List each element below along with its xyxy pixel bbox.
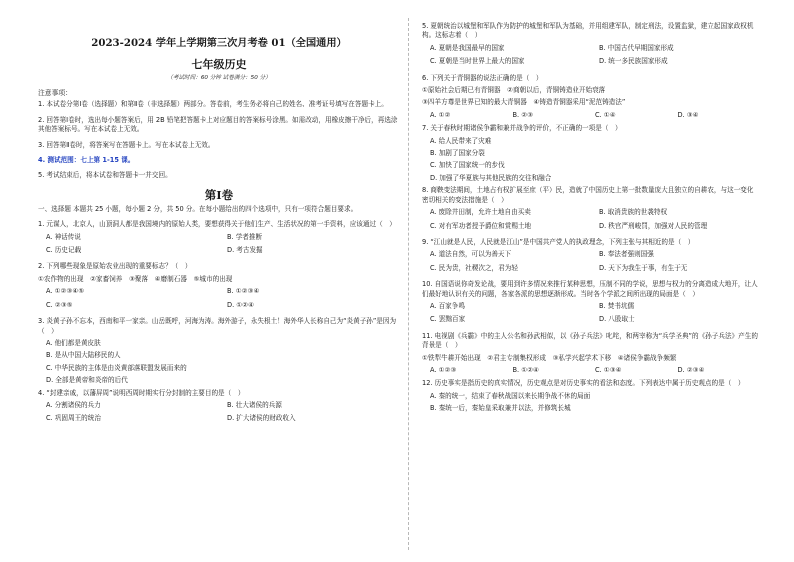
question: [422, 280, 760, 329]
answer-option: A. 他们都是黄皮肤: [46, 338, 101, 347]
question: [38, 262, 400, 314]
notice-item: 2. 回答第Ⅰ卷时，选出每小题答案后，用 2B 铅笔把答题卡上对应题目的答案标号涂黑。如需改动，用橡皮擦干净后，再选涂其他答案标号。写在本试卷上无效。: [38, 115, 398, 134]
question: [38, 389, 400, 428]
question: [422, 74, 760, 121]
question-text: 8. 商鞅变法期间，土地占有权扩展至庶（平）民，造就了中国历史上第一批数量庞大且独立的自耕农，与这一变化密切相关的变法措施是（ ）: [422, 186, 754, 204]
notice-item: 3. 回答第Ⅱ卷时，将答案写在答题卡上。写在本试卷上无效。: [38, 140, 215, 149]
answer-option: B. ②③: [512, 110, 534, 119]
question-text: 5. 夏朝统治以城堡和军队作为防护的城堡和军队为基础，并用组建军队，制定刑法，设置监狱，建立起国家政权机构。这标志着（ ）: [422, 22, 754, 40]
answer-option: D. 秩官严刑峻罚，加强对人民的管理: [599, 221, 708, 230]
answer-option: D. ①②④: [227, 300, 255, 309]
answer-option: A. ①②③: [430, 365, 457, 374]
column-divider: [408, 18, 409, 550]
volume-title: 第Ⅰ卷: [204, 187, 234, 202]
option-list: [38, 287, 400, 314]
exam-title: 2023-2024 学年上学期第三次月考卷 01（全国通用）: [91, 37, 347, 49]
answer-option: D. ②③④: [677, 365, 705, 374]
option-list: [422, 250, 760, 277]
answer-option: B. 奉法者强则国强: [599, 250, 654, 259]
option-list: [422, 111, 760, 120]
answer-option: C. 民为贵，社稷次之，君为轻: [430, 263, 518, 272]
question: [38, 220, 400, 259]
question-text: 10. 自国语说你奇发论战，要用到许多情况来推行某种思想，压制不同的学说，思想与权力的分离造成大地开，让人们最好地认识有关的问题，各家各派的思想逐渐形成。当时各个学派之间所出现的局面是（ ）: [422, 280, 758, 298]
answer-option: B. 壮大诸侯的兵源: [227, 400, 282, 409]
answer-option: B. ①②④: [512, 365, 539, 374]
answer-option: D. 加强了华夏族与其他民族的交往和融合: [430, 173, 552, 182]
answer-option: C. ②③⑤: [46, 300, 73, 309]
answer-option: D. 天下为我生于事，有生于无: [599, 263, 688, 272]
statement-list: [38, 275, 400, 284]
question: [422, 332, 760, 376]
answer-option: C. ①③④: [595, 365, 622, 374]
answer-option: B. 是从中国大陆移民的人: [46, 351, 121, 360]
answer-option: D. 八股取士: [599, 315, 635, 324]
statement-line: ③四羊方尊是世界已知的最大青铜器 ④铸造青铜器采用“泥范铸造法”: [422, 98, 626, 107]
question-text: 2. 下列哪些现象是原始农业出现的重要标志？（ ）: [38, 262, 192, 271]
answer-option: B. 学者推断: [227, 232, 263, 241]
right-question-list: [422, 22, 760, 414]
answer-option: D. 扩大诸侯的财政收入: [227, 414, 296, 423]
question-text: 3. 炎黄子孙不忘本，西南和平一家亲。山岳既呼，河海为涛。海外游子，永失根土！海外华人长称自己为“炎黄子孙”是因为（ ）: [38, 317, 397, 335]
answer-option: B. 秦统一后，秦始皇采取兼并以法，并修筑长城: [430, 404, 571, 413]
question-text: 6. 下列关于青铜器的说法正确的是（ ）: [422, 73, 543, 82]
answer-option: C. 罢黜百家: [430, 315, 466, 324]
answer-option: C. 加快了国家统一的步伐: [430, 161, 505, 170]
answer-option: D. ③④: [677, 110, 699, 119]
option-list: [38, 233, 400, 260]
question-text: 1. 元谋人，北京人，山顶洞人都是我国境内的原始人类，要想获得关于他们生产、生活状况的第一手资料，应该通过（ ）: [38, 220, 396, 229]
statement-line: ①农作物的出现 ②家畜饲养 ③聚落 ④磨制石器 ⑤城市的出现: [38, 274, 233, 283]
subject-title: 七年级历史: [191, 58, 247, 71]
answer-option: A. 废除井田制，允许土地自由买卖: [430, 208, 531, 217]
answer-option: A. 神话传说: [46, 232, 81, 241]
answer-option: A. 百家争鸣: [430, 301, 465, 310]
option-list: [422, 44, 760, 71]
question: [422, 186, 760, 235]
answer-option: A. 秦的统一，结束了春秋战国以来长期争战不休的局面: [430, 391, 591, 400]
question-text: 7. 关于春秋时期诸侯争霸和兼并战争的评价，不正确的一项是（ ）: [422, 124, 622, 133]
answer-option: C. 巩固周王的统治: [46, 414, 101, 423]
statement-list: [422, 86, 760, 108]
answer-option: B. 焚书坑儒: [599, 301, 635, 310]
answer-option: D. 考古发掘: [227, 246, 263, 255]
question-text: 4. “封建亲戚，以藩屏周”说明西周时期实行分封制的主要目的是（ ）: [38, 388, 245, 397]
statement-list: [422, 354, 760, 363]
option-list: [422, 392, 760, 414]
answer-option: C. 夏朝是当时世界上最大的国家: [430, 57, 525, 66]
answer-option: D. 统一多民族国家形成: [599, 57, 668, 66]
question: [38, 317, 400, 385]
answer-option: B. 中国古代早期国家形成: [599, 43, 674, 52]
notice-item: 5. 考试结束后，将本试卷和答题卡一并交回。: [38, 171, 172, 180]
option-list: [38, 401, 400, 428]
notice-item: 1. 本试卷分第Ⅰ卷（选择题）和第Ⅱ卷（非选择题）两部分。答卷前，考生务必将自己的姓名、准考证号填写在答题卡上。: [38, 100, 388, 109]
answer-option: C. ①④: [595, 110, 616, 119]
left-column: [38, 22, 400, 431]
statement-line: ①原始社会后期已有青铜器 ②商朝以后，青铜铸造业开始衰落: [422, 86, 606, 95]
answer-option: D. 全部是黄帝和炎帝的后代: [46, 376, 128, 385]
left-question-list: [38, 220, 400, 428]
answer-option: A. ①②: [430, 110, 451, 119]
answer-option: C. 对有军功者授予爵位和赏赐土地: [430, 221, 532, 230]
option-list: [422, 137, 760, 184]
statement-line: ①铁犁牛耕开始出现 ②君主专制集权形成 ③私学兴起学术下移 ④诸侯争霸战争频繁: [422, 353, 677, 362]
answer-option: A. 夏朝是我国最早的国家: [430, 43, 505, 52]
exam-meta: （考试时间：60 分钟 试卷满分：50 分）: [167, 75, 271, 81]
option-list: [422, 366, 760, 375]
right-column: [422, 22, 760, 417]
answer-option: C. 中华民族的主体是由炎黄部落联盟发展而来的: [46, 363, 187, 372]
option-list: [422, 208, 760, 235]
answer-option: A. 道法自然，可以为善天下: [430, 250, 512, 259]
question-text: 12. 历史事实是指历史的真实情况，历史观点是对历史事实的看法和态度。下列表达中属于历史观点的是（ ）: [422, 379, 745, 388]
answer-option: B. 加剧了国家分裂: [430, 149, 485, 158]
answer-option: B. 取消贵族的世袭特权: [599, 208, 668, 217]
notice-heading: 注意事项：: [38, 89, 72, 97]
answer-option: A. 给人民带来了灾难: [430, 136, 492, 145]
question-text: 11. 电视剧《兵霸》中的主人公名和孙武相似，以《孙子兵法》叱咤，和两宰称为“兵学圣典”的《孙子兵法》产生的背景是（ ）: [422, 331, 758, 350]
answer-option: A. 分割诸侯的兵力: [46, 400, 101, 409]
question: [422, 238, 760, 277]
question: [422, 124, 760, 183]
answer-option: A. ①②③④⑤: [46, 287, 85, 296]
option-list: [38, 339, 400, 386]
question: [422, 22, 760, 71]
notice-item-test-scope: 4. 测试范围：七上第 1-15 课。: [38, 156, 135, 165]
section-intro: 一、选择题 本题共 25 小题，每小题 2 分，共 50 分。在每小题给出的四个选项中，只有一项符合题目要求。: [38, 204, 358, 213]
question: [422, 379, 760, 413]
answer-option: C. 历史记载: [46, 246, 82, 255]
option-list: [422, 302, 760, 329]
answer-option: B. ①②③④: [227, 287, 260, 296]
question-text: 9. “江山就是人民，人民就是江山”是中国共产党人的执政理念，下列主张与其相近的是（ ）: [422, 237, 695, 246]
